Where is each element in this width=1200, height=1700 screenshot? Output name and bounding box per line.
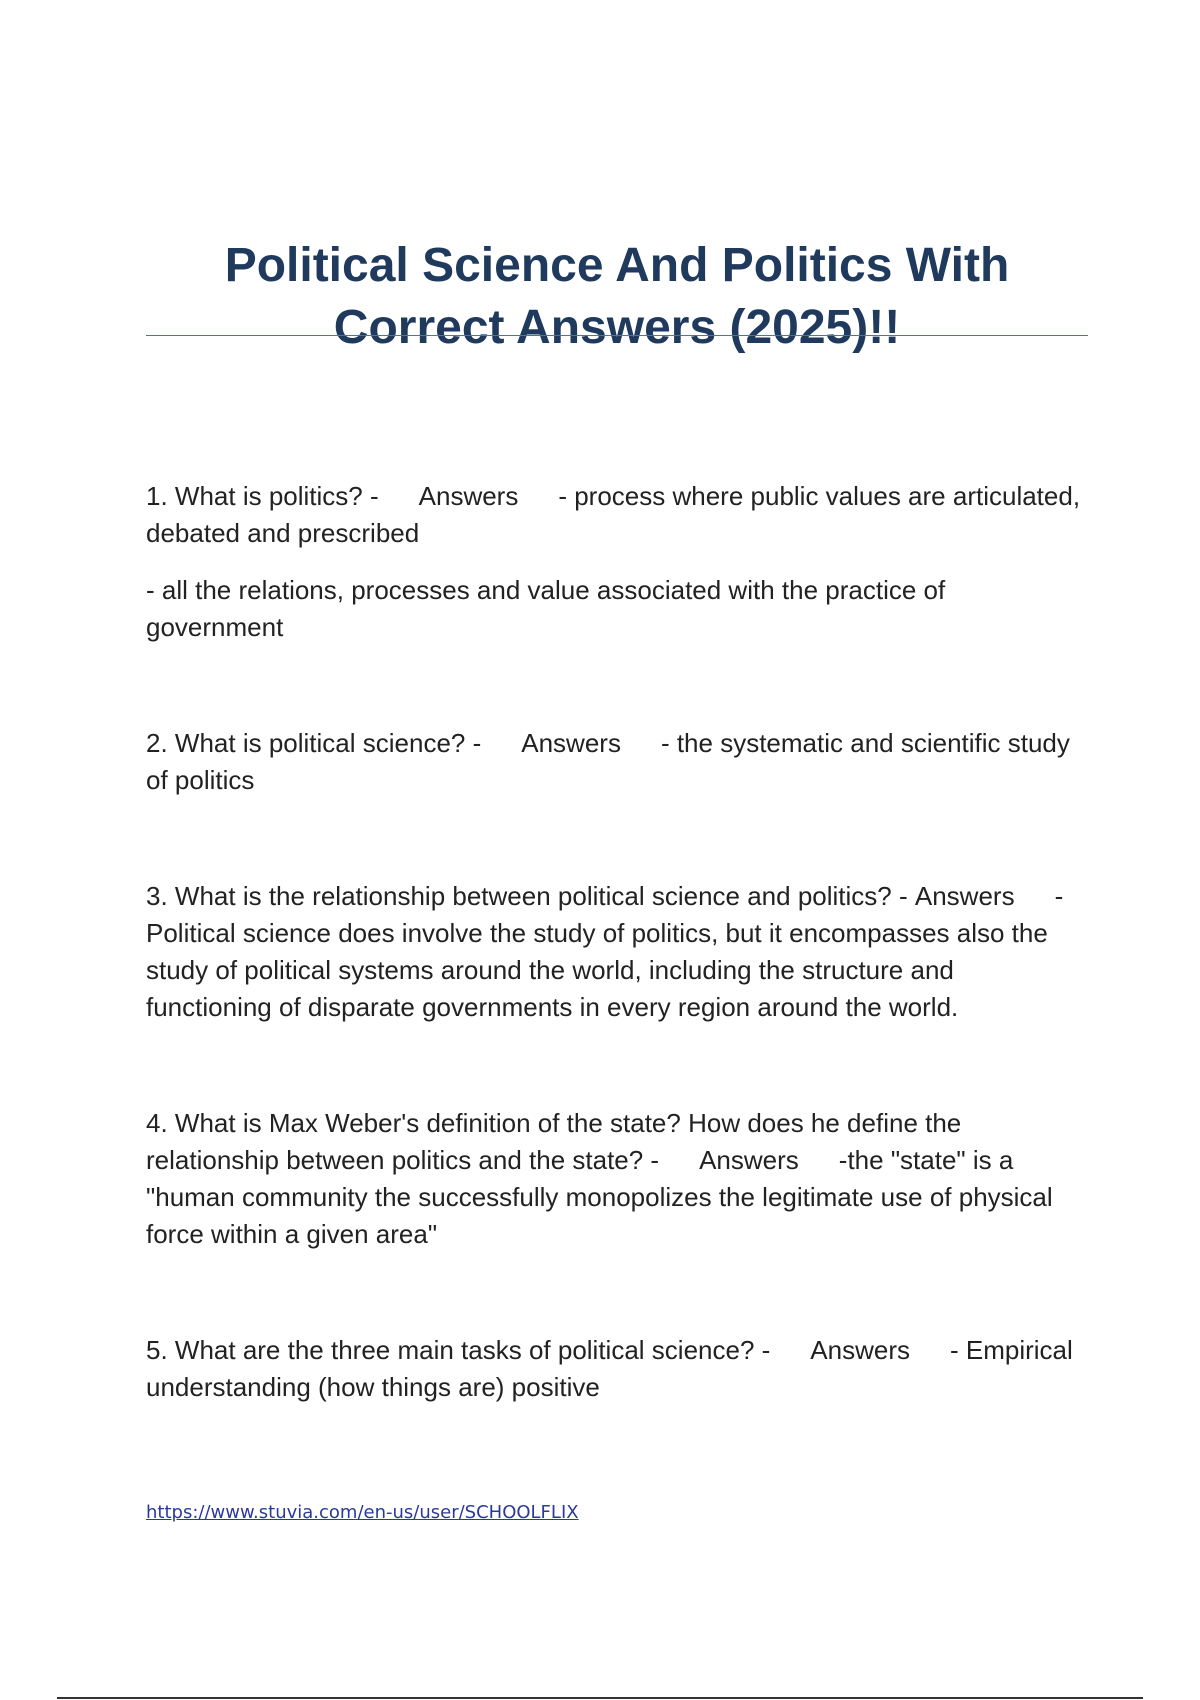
answers-label-5: Answers — [810, 1335, 910, 1365]
answers-label-3: Answers — [914, 881, 1015, 911]
qa-1-text — [146, 478, 1086, 552]
question-3: 3. What is the relationship between political science and politics? - — [146, 881, 908, 911]
qa-item-5 — [146, 1332, 1086, 1406]
qa-item-4 — [146, 1105, 1086, 1253]
document-title — [146, 235, 1088, 359]
document-title-line-1: Political Science And Politics With — [224, 239, 1010, 293]
question-2: 2. What is political science? - — [146, 728, 482, 758]
footer-divider — [57, 1697, 1143, 1699]
answer-3: - Political science does involve the study of politics, but it encompasses also the study of political systems around the world, including the structure and functioning of disparate governments in every region around the world. — [146, 881, 1064, 1022]
answers-label-4: Answers — [699, 1145, 799, 1175]
answers-label-1: Answers — [418, 481, 519, 511]
answer-2: - the systematic and scientific study of politics — [146, 728, 1070, 795]
answer-5: - Empirical understanding (how things are) positive — [146, 1335, 1073, 1402]
qa-4-text — [146, 1105, 1086, 1253]
qa-5-text — [146, 1332, 1086, 1406]
qa-list — [146, 478, 1086, 1406]
document-title-line-2: Correct Answers (2025)!! — [333, 301, 901, 355]
qa-item-3 — [146, 878, 1086, 1026]
question-1: 1. What is politics? - — [146, 481, 379, 511]
stuvia-profile-link[interactable]: https://www.stuvia.com/en-us/user/SCHOOLFLIX — [146, 1502, 579, 1523]
question-5: 5. What are the three main tasks of political science? - — [146, 1335, 771, 1365]
title-underline — [146, 335, 1088, 336]
answer-4: -the "state" is a "human community the successfully monopolizes the legitimate use of physical force within a given area" — [146, 1145, 1053, 1249]
qa-3-text — [146, 878, 1086, 1026]
qa-item-2 — [146, 725, 1086, 799]
qa-item-1 — [146, 478, 1086, 646]
qa-2-text — [146, 725, 1086, 799]
question-4: 4. What is Max Weber's definition of the state? How does he define the relationship between politics and the state? - — [146, 1108, 962, 1175]
answer-1-extra: - all the relations, processes and value associated with the practice of government — [146, 575, 946, 642]
answer-1: - process where public values are articulated, debated and prescribed — [146, 481, 1081, 548]
answers-label-2: Answers — [521, 728, 621, 758]
